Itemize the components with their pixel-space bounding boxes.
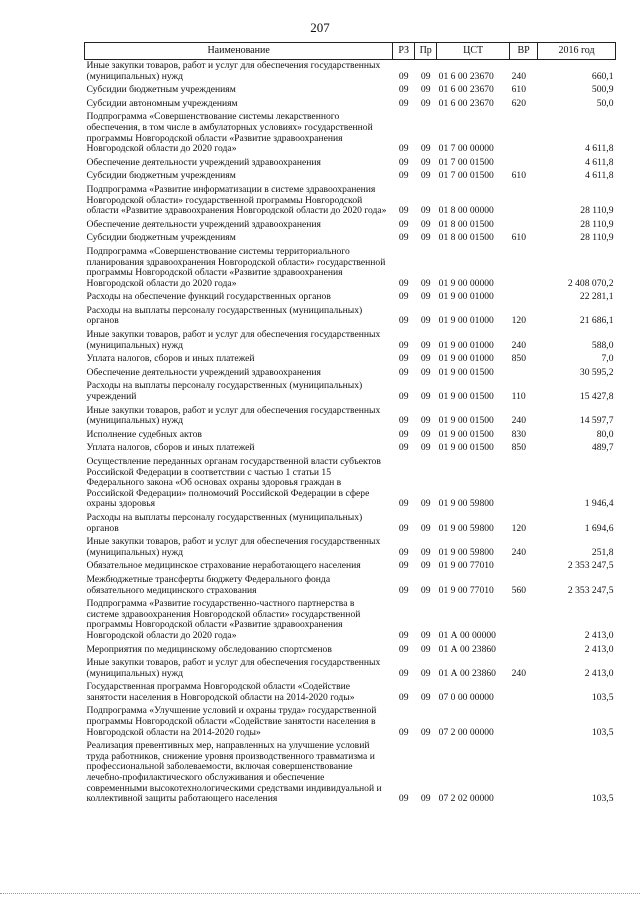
- cell-name: Иные закупки товаров, работ и услуг для обеспечения государственных (муниципальных) нужд: [86, 329, 381, 351]
- cell-cst: 01 6 00 23670: [438, 97, 494, 109]
- cell-pr: 09: [420, 726, 431, 738]
- cell-rz: 09: [398, 70, 409, 82]
- cell-vr: 110: [511, 391, 526, 403]
- cell-name: Расходы на обеспечение функций государственных органов: [86, 291, 331, 303]
- cell-name: Уплата налогов, сборов и иных платежей: [86, 442, 255, 454]
- cell-cst: 01 7 00 01500: [438, 170, 494, 182]
- cell-cst: 01 8 00 01500: [438, 218, 494, 230]
- cell-name: Субсидии бюджетным учреждениям: [86, 232, 236, 244]
- cell-vr: 120: [511, 522, 527, 534]
- cell-vr: [510, 291, 538, 305]
- cell-sum: 251,8: [591, 546, 614, 558]
- cell-cst: 07 2 00 00000: [438, 726, 494, 738]
- table-row: [85, 681, 616, 705]
- cell-sum: 1 946,4: [584, 498, 614, 510]
- cell-name: Государственная программа Новгородской области «Содействие занятости населения в Новгородской области на 2014-2020 годы»: [86, 681, 355, 703]
- cell-cst: 01 8 00 01500: [438, 232, 494, 244]
- cell-name: Обеспечение деятельности учреждений здравоохранения: [86, 218, 321, 230]
- cell-sum: 103,5: [591, 726, 614, 738]
- cell-vr: 120: [511, 315, 527, 327]
- cell-rz: 09: [398, 442, 409, 454]
- cell-pr: 09: [420, 643, 431, 655]
- table-row: [85, 644, 616, 658]
- cell-cst: 07 2 02 00000: [438, 793, 494, 805]
- table-row: [85, 367, 616, 381]
- cell-vr: 240: [511, 415, 527, 427]
- table-body: [85, 60, 616, 807]
- cell-rz: 09: [398, 218, 409, 230]
- table-row: [85, 232, 616, 246]
- table-header-row: [85, 43, 616, 60]
- cell-pr: 09: [420, 442, 431, 454]
- cell-rz: 09: [398, 156, 409, 168]
- cell-pr: 09: [420, 70, 431, 82]
- cell-vr: [510, 456, 538, 512]
- table-row: [85, 291, 616, 305]
- cell-name: Расходы на выплаты персоналу государственных (муниципальных) учреждений: [86, 380, 363, 403]
- cell-vr: [510, 367, 538, 381]
- cell-vr: [510, 560, 538, 574]
- cell-rz: 09: [398, 277, 409, 289]
- table-row: [85, 574, 616, 598]
- cell-rz: 09: [398, 366, 409, 378]
- table-row: [85, 536, 616, 560]
- cell-cst: 01 9 00 01500: [438, 428, 494, 440]
- cell-rz: 09: [398, 315, 409, 327]
- budget-table: [84, 42, 616, 807]
- cell-rz: 09: [398, 353, 409, 365]
- cell-vr: 610: [511, 170, 527, 182]
- cell-vr: 240: [511, 546, 527, 558]
- cell-cst: 01 9 00 01000: [438, 315, 494, 327]
- cell-sum: 103,5: [591, 691, 614, 703]
- cell-cst: 01 7 00 00000: [438, 143, 494, 155]
- cell-rz: 09: [398, 232, 409, 244]
- cell-cst: 01 9 00 01500: [438, 366, 494, 378]
- scan-edge-divider: [0, 893, 640, 894]
- cell-rz: 09: [398, 428, 409, 440]
- cell-cst: 01 9 00 59800: [438, 522, 494, 534]
- cell-sum: 50,0: [596, 97, 614, 109]
- cell-sum: 22 281,1: [579, 291, 614, 303]
- cell-cst: 01 6 00 23670: [438, 70, 494, 82]
- cell-sum: 588,0: [591, 339, 614, 351]
- cell-vr: 850: [511, 353, 527, 365]
- cell-name: Обеспечение деятельности учреждений здравоохранения: [86, 156, 321, 168]
- cell-sum: 2 413,0: [584, 667, 614, 679]
- cell-pr: 09: [420, 366, 431, 378]
- cell-rz: 09: [398, 546, 409, 558]
- cell-pr: 09: [420, 793, 431, 805]
- cell-sum: 7,0: [601, 353, 614, 365]
- cell-vr: [510, 740, 538, 807]
- cell-pr: 09: [420, 560, 431, 572]
- cell-name: Межбюджетные трансферты бюджету Федерального фонда обязательного медицинского страхования: [86, 573, 331, 596]
- cell-cst: 01 9 00 59800: [438, 498, 494, 510]
- table-row: [85, 657, 616, 681]
- cell-sum: 489,7: [591, 442, 614, 454]
- cell-vr: 610: [511, 232, 527, 244]
- cell-vr: 240: [511, 70, 527, 82]
- cell-name: Реализация превентивных мер, направленных на улучшение условий труда работников, снижение уровня производственного травматизма и профессиональной заболеваемости, включая совершенствование лечебно-профилактического обслуживания и обеспечение современными высокотехнологическими средствами индивидуальной и коллективной защиты работающего населения: [86, 740, 382, 805]
- cell-pr: 09: [420, 97, 431, 109]
- cell-cst: 01 А 00 23860: [438, 667, 496, 679]
- cell-pr: 09: [420, 339, 431, 351]
- table-row: [85, 305, 616, 329]
- column-header-pr: Пр: [415, 43, 437, 60]
- cell-sum: 28 110,9: [580, 218, 614, 230]
- cell-pr: 09: [420, 143, 431, 155]
- table-row: [85, 170, 616, 184]
- cell-rz: 09: [398, 522, 409, 534]
- cell-pr: 09: [420, 691, 431, 703]
- cell-cst: 01 9 00 77010: [438, 560, 494, 572]
- cell-vr: 560: [511, 584, 527, 596]
- column-header-name: Наименование: [85, 43, 393, 60]
- cell-name: Иные закупки товаров, работ и услуг для обеспечения государственных (муниципальных) нужд: [86, 404, 381, 427]
- table-row: [85, 429, 616, 443]
- cell-sum: 1 694,6: [584, 522, 614, 534]
- cell-cst: 01 6 00 23670: [438, 84, 494, 96]
- column-header-rz: РЗ: [393, 43, 415, 60]
- cell-name: Осуществление переданных органам государственной власти субъектов Российской Федерации в соответствии с частью 1 статьи 15 Федерального закона «Об основах охраны здоровья граждан в Российской Федерации» полномочий Российской Федерации в сфере охраны здоровья: [86, 456, 381, 510]
- cell-pr: 09: [420, 391, 431, 403]
- cell-pr: 09: [420, 415, 431, 427]
- table-row: [85, 353, 616, 367]
- cell-sum: 2 353 247,5: [567, 560, 614, 572]
- cell-vr: [510, 184, 538, 219]
- cell-cst: 01 9 00 01000: [438, 353, 494, 365]
- cell-sum: 2 353 247,5: [567, 584, 614, 596]
- cell-name: Обязательное медицинское страхование неработающего населения: [86, 560, 361, 572]
- cell-vr: 850: [511, 442, 527, 454]
- cell-cst: 01 9 00 01000: [438, 291, 494, 303]
- table-row: [85, 442, 616, 456]
- column-header-cst: ЦСТ: [437, 43, 510, 60]
- cell-pr: 09: [420, 277, 431, 289]
- cell-pr: 09: [420, 315, 431, 327]
- cell-pr: 09: [420, 629, 431, 641]
- cell-sum: 14 597,7: [579, 415, 614, 427]
- table-row: [85, 246, 616, 291]
- cell-rz: 09: [398, 691, 409, 703]
- cell-cst: 01 9 00 59800: [438, 546, 494, 558]
- cell-vr: [510, 157, 538, 171]
- cell-name: Субсидии бюджетным учреждениям: [86, 84, 236, 96]
- cell-sum: 21 686,1: [579, 315, 614, 327]
- cell-rz: 09: [398, 415, 409, 427]
- table-row: [85, 329, 616, 353]
- cell-sum: 28 110,9: [580, 232, 614, 244]
- cell-name: Иные закупки товаров, работ и услуг для обеспечения государственных (муниципальных) нужд: [86, 657, 381, 679]
- cell-name: Подпрограмма «Совершенствование системы территориального планирования здравоохранения Новгородской области» государственной программы Новгородской области «Развитие здравоохранения Новгородской области до 2020 года»: [86, 245, 386, 289]
- cell-name: Исполнение судебных актов: [86, 428, 202, 440]
- cell-name: Иные закупки товаров, работ и услуг для обеспечения государственных (муниципальных) нужд: [86, 536, 381, 558]
- cell-sum: 2 413,0: [584, 629, 614, 641]
- column-header-vr: ВР: [510, 43, 538, 60]
- cell-cst: 01 8 00 00000: [438, 205, 494, 217]
- table-row: [85, 740, 616, 807]
- cell-sum: 15 427,8: [579, 391, 614, 403]
- cell-pr: 09: [420, 232, 431, 244]
- cell-sum: 28 110,9: [580, 205, 614, 217]
- cell-vr: 830: [511, 428, 527, 440]
- cell-name: Расходы на выплаты персоналу государственных (муниципальных) органов: [86, 511, 363, 534]
- table-row: [85, 560, 616, 574]
- cell-pr: 09: [420, 205, 431, 217]
- cell-name: Подпрограмма «Совершенствование системы лекарственного обеспечения, в том числе в амбулаторных условиях» государственной программы Новгородской области «Развитие здравоохранения Новгородской области до 2020 года»: [86, 111, 373, 155]
- cell-name: Подпрограмма «Улучшение условий и охраны труда» государственной программы Новгородской области «Содействие занятости населения в Новгородской области на 2014-2020 годы»: [86, 705, 377, 738]
- cell-cst: 01 9 00 01500: [438, 415, 494, 427]
- cell-rz: 09: [398, 291, 409, 303]
- cell-sum: 103,5: [591, 793, 614, 805]
- table-row: [85, 84, 616, 98]
- cell-cst: 01 9 00 01000: [438, 339, 494, 351]
- cell-vr: [510, 246, 538, 291]
- cell-rz: 09: [398, 205, 409, 217]
- cell-name: Обеспечение деятельности учреждений здравоохранения: [86, 366, 321, 378]
- cell-sum: 4 611,8: [585, 156, 614, 168]
- cell-rz: 09: [398, 560, 409, 572]
- table-row: [85, 111, 616, 156]
- table-row: [85, 157, 616, 171]
- cell-vr: 620: [511, 97, 527, 109]
- cell-rz: 09: [398, 339, 409, 351]
- cell-sum: 2 408 070,2: [567, 277, 614, 289]
- cell-sum: 4 611,8: [585, 143, 614, 155]
- cell-name: Расходы на выплаты персоналу государственных (муниципальных) органов: [86, 304, 363, 327]
- cell-name: Субсидии автономным учреждениям: [86, 97, 238, 109]
- cell-pr: 09: [420, 291, 431, 303]
- cell-name: Субсидии бюджетным учреждениям: [86, 170, 236, 182]
- cell-rz: 09: [398, 793, 409, 805]
- cell-sum: 30 595,2: [579, 366, 614, 378]
- cell-rz: 09: [398, 97, 409, 109]
- table-row: [85, 456, 616, 512]
- cell-pr: 09: [420, 156, 431, 168]
- table-row: [85, 60, 616, 85]
- cell-pr: 09: [420, 667, 431, 679]
- cell-rz: 09: [398, 391, 409, 403]
- cell-name: Подпрограмма «Развитие государственно-частного партнерства в системе здравоохранения Новгородской области» государственной программы Новгородской области «Развитие здравоохранения Новгородской области до 2020 года»: [86, 598, 361, 641]
- cell-sum: 500,9: [591, 84, 614, 96]
- column-header-sum: 2016 год: [538, 43, 616, 60]
- table-row: [85, 598, 616, 643]
- cell-rz: 09: [398, 143, 409, 155]
- cell-cst: 07 0 00 00000: [438, 691, 494, 703]
- cell-sum: 80,0: [596, 428, 614, 440]
- cell-cst: 01 А 00 00000: [438, 629, 496, 641]
- cell-pr: 09: [420, 584, 431, 596]
- cell-pr: 09: [420, 546, 431, 558]
- cell-name: Подпрограмма «Развитие информатизации в системе здравоохранения Новгородской области» государственной программы Новгородской области «Развитие здравоохранения Новгородской области до 2020 года»: [86, 183, 387, 217]
- cell-pr: 09: [420, 522, 431, 534]
- cell-cst: 01 А 00 23860: [438, 643, 496, 655]
- cell-vr: [510, 681, 538, 705]
- cell-pr: 09: [420, 353, 431, 365]
- cell-rz: 09: [398, 629, 409, 641]
- table-row: [85, 705, 616, 740]
- cell-rz: 09: [398, 170, 409, 182]
- cell-pr: 09: [420, 428, 431, 440]
- table-row: [85, 512, 616, 536]
- cell-sum: 2 413,0: [584, 643, 614, 655]
- table-row: [85, 405, 616, 429]
- cell-pr: 09: [420, 170, 431, 182]
- cell-vr: 240: [511, 339, 527, 351]
- cell-pr: 09: [420, 218, 431, 230]
- cell-vr: 610: [511, 84, 527, 96]
- cell-cst: 01 9 00 00000: [438, 277, 494, 289]
- cell-vr: [510, 705, 538, 740]
- cell-rz: 09: [398, 726, 409, 738]
- cell-rz: 09: [398, 667, 409, 679]
- cell-cst: 01 7 00 01500: [438, 156, 494, 168]
- cell-cst: 01 9 00 77010: [438, 584, 494, 596]
- cell-rz: 09: [398, 584, 409, 596]
- cell-vr: [510, 219, 538, 233]
- cell-vr: [510, 644, 538, 658]
- cell-vr: [510, 111, 538, 156]
- table-row: [85, 219, 616, 233]
- table-row: [85, 380, 616, 404]
- cell-rz: 09: [398, 498, 409, 510]
- page-number: 207: [310, 20, 330, 35]
- cell-name: Мероприятия по медицинскому обследованию спортсменов: [86, 643, 332, 655]
- table-row: [85, 184, 616, 219]
- cell-sum: 4 611,8: [585, 170, 614, 182]
- cell-name: Уплата налогов, сборов и иных платежей: [86, 353, 255, 365]
- table-row: [85, 98, 616, 112]
- cell-sum: 660,1: [591, 70, 614, 82]
- cell-rz: 09: [398, 84, 409, 96]
- cell-pr: 09: [420, 84, 431, 96]
- cell-cst: 01 9 00 01500: [438, 391, 494, 403]
- cell-name: Иные закупки товаров, работ и услуг для обеспечения государственных (муниципальных) нужд: [86, 60, 381, 82]
- cell-rz: 09: [398, 643, 409, 655]
- cell-pr: 09: [420, 498, 431, 510]
- cell-vr: [510, 598, 538, 643]
- cell-cst: 01 9 00 01500: [438, 442, 494, 454]
- cell-vr: 240: [511, 667, 527, 679]
